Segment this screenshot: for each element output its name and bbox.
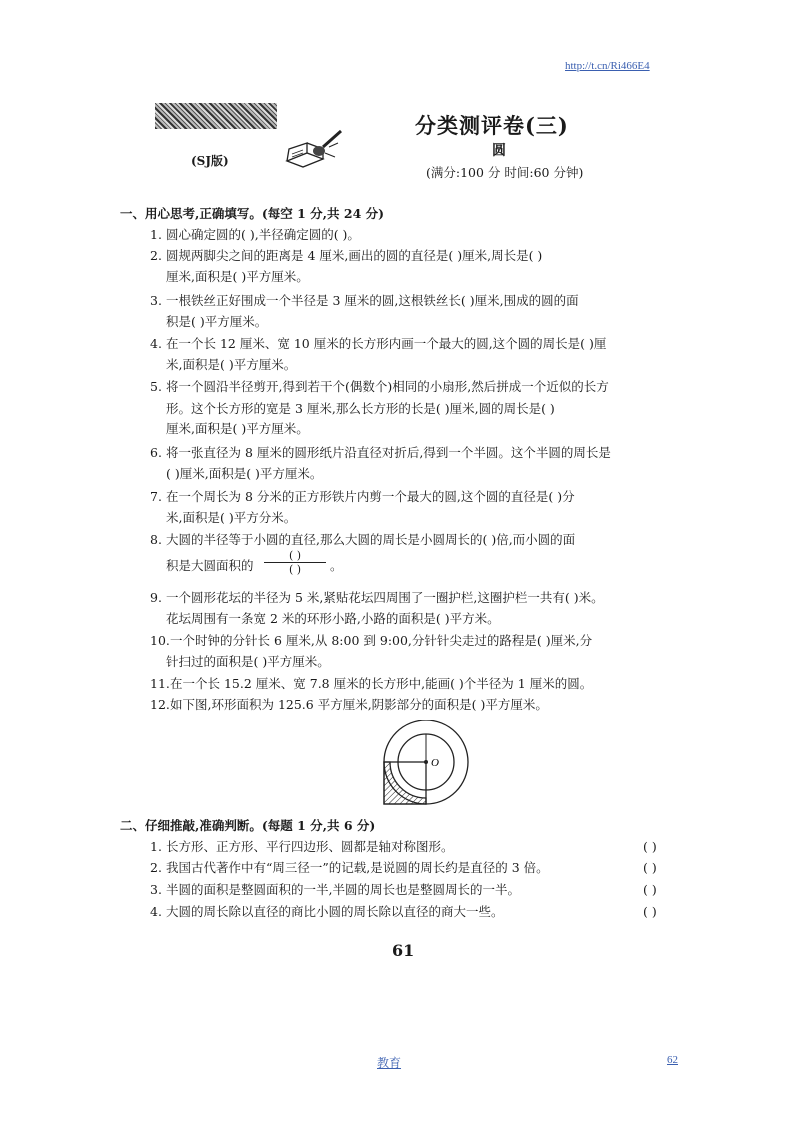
question-2: 2. 圆规两脚尖之间的距离是 4 厘米,画出的圆的直径是( )厘米,周长是( ): [150, 248, 543, 263]
answer-paren-1[interactable]: ( ): [643, 839, 657, 854]
series-logo: [155, 103, 277, 129]
answer-paren-2[interactable]: ( ): [643, 860, 657, 875]
judge-item-2: 2. 我国古代著作中有“周三径一”的记载,是说圆的周长约是直径的 3 倍。: [150, 860, 549, 875]
question-7: 7. 在一个周长为 8 分米的正方形铁片内剪一个最大的圆,这个圆的直径是( )分: [150, 489, 575, 504]
answer-paren-4[interactable]: ( ): [643, 904, 657, 919]
question-5-cont-2: 厘米,面积是( )平方厘米。: [166, 421, 309, 436]
section-2-heading: 二、仔细推敲,准确判断。(每题 1 分,共 6 分): [120, 818, 376, 833]
fraction-numerator: ( ): [288, 549, 302, 562]
question-7-cont: 米,面积是( )平方分米。: [166, 510, 297, 525]
page-number: 61: [392, 941, 415, 960]
question-10: 10.一个时钟的分针长 6 厘米,从 8:00 到 9:00,分针针尖走过的路程是( )厘米,分: [150, 633, 593, 648]
footer-link[interactable]: 教育: [377, 1056, 402, 1070]
question-8-cont: 积是大圆面积的: [166, 558, 254, 573]
exam-meta: (满分:100 分 时间:60 分钟): [426, 165, 584, 180]
question-10-cont: 针扫过的面积是( )平方厘米。: [166, 654, 330, 669]
center-label: O: [431, 757, 439, 769]
center-point: [424, 760, 428, 764]
question-6: 6. 将一张直径为 8 厘米的圆形纸片沿直径对折后,得到一个半圆。这个半圆的周长是: [150, 445, 611, 460]
judge-item-4: 4. 大圆的周长除以直径的商比小圆的周长除以直径的商大一些。: [150, 904, 504, 919]
question-6-cont: ( )厘米,面积是( )平方厘米。: [166, 466, 323, 481]
judge-item-3: 3. 半圆的面积是整圆面积的一半,半圆的周长也是整圆周长的一半。: [150, 882, 520, 897]
fraction-denominator: ( ): [288, 563, 302, 576]
question-8-end: 。: [330, 558, 343, 573]
ring-figure: [376, 720, 486, 812]
question-8: 8. 大圆的半径等于小圆的直径,那么大圆的周长是小圆周长的( )倍,而小圆的面: [150, 532, 576, 547]
question-12: 12.如下图,环形面积为 125.6 平方厘米,阴影部分的面积是( )平方厘米。: [150, 697, 548, 712]
question-3-cont: 积是( )平方厘米。: [166, 314, 268, 329]
header-link[interactable]: http://t.cn/Ri466E4: [565, 60, 650, 72]
question-1: 1. 圆心确定圆的( ),半径确定圆的( )。: [150, 227, 360, 242]
question-11: 11.在一个长 15.2 厘米、宽 7.8 厘米的长方形中,能画( )个半径为 1 厘米的圆。: [150, 676, 593, 691]
question-9: 9. 一个圆形花坛的半径为 5 米,紧贴花坛四周围了一圈护栏,这圈护栏一共有( )米。: [150, 590, 604, 605]
question-2-cont: 厘米,面积是( )平方厘米。: [166, 269, 309, 284]
section-1-heading: 一、用心思考,正确填写。(每空 1 分,共 24 分): [120, 206, 385, 221]
question-5-cont: 形。这个长方形的宽是 3 厘米,那么长方形的长是( )厘米,圆的周长是( ): [166, 401, 555, 416]
judge-item-1: 1. 长方形、正方形、平行四边形、圆都是轴对称图形。: [150, 839, 454, 854]
book-pencil-icon: [283, 127, 345, 171]
fraction: [260, 549, 330, 576]
page-title: 分类测评卷(三): [415, 113, 569, 138]
answer-paren-3[interactable]: ( ): [643, 882, 657, 897]
question-3: 3. 一根铁丝正好围成一个半径是 3 厘米的圆,这根铁丝长( )厘米,围成的圆的面: [150, 293, 579, 308]
question-5: 5. 将一个圆沿半径剪开,得到若干个(偶数个)相同的小扇形,然后拼成一个近似的长方: [150, 379, 609, 394]
question-9-cont: 花坛周围有一条宽 2 米的环形小路,小路的面积是( )平方米。: [166, 611, 500, 626]
edition-label: (SJ版): [191, 154, 229, 168]
question-4-cont: 米,面积是( )平方厘米。: [166, 357, 297, 372]
question-4: 4. 在一个长 12 厘米、宽 10 厘米的长方形内画一个最大的圆,这个圆的周长是( )厘: [150, 336, 607, 351]
page-subtitle: 圆: [492, 143, 506, 159]
footer-page-link[interactable]: 62: [667, 1054, 678, 1066]
